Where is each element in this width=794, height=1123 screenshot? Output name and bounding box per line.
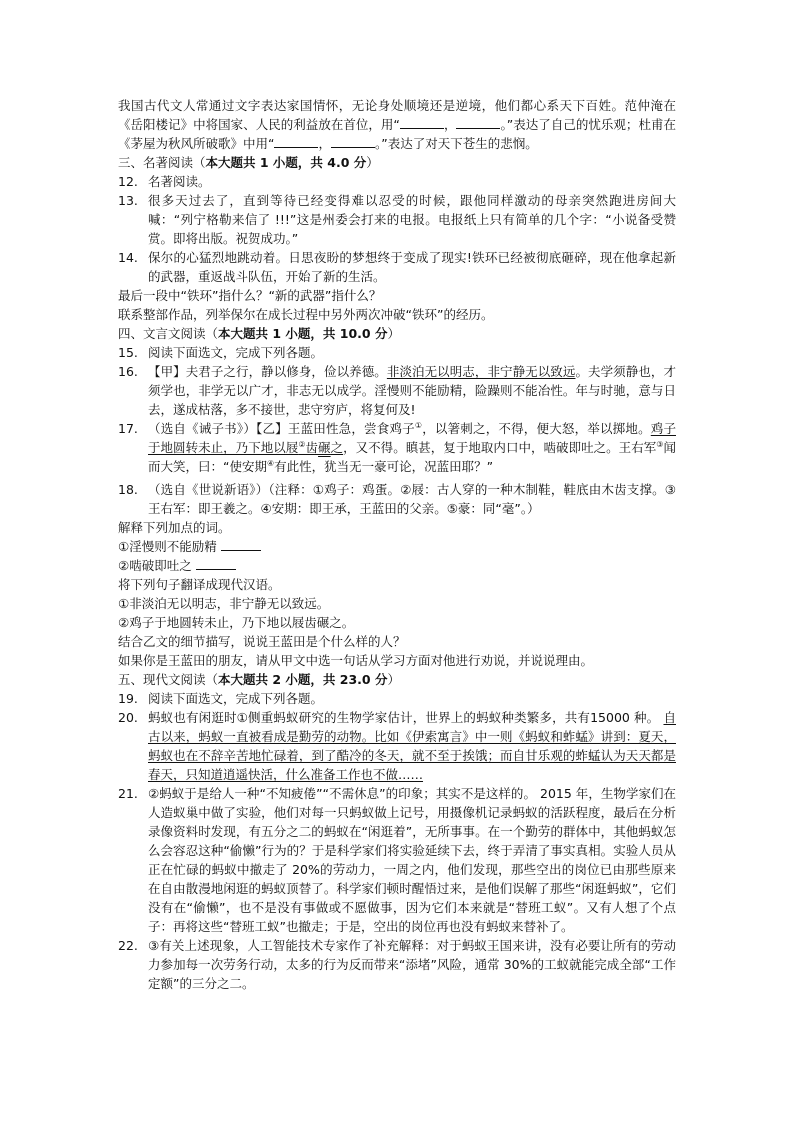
footnote-marker: ④ xyxy=(266,458,275,468)
question-number: 18. xyxy=(118,482,138,497)
intro-paragraph xyxy=(118,96,676,153)
underlined-sentence: 自古以来，蚂蚁一直被看成是勤劳的动物。比如《伊索寓言》中一则《蚂蚁和蚱蜢》讲到：夏天，蚂蚁也在不辞辛苦地忙碌着，到了酷冷的冬天，就不至于挨饿；而自甘乐观的蚱蜢认为天天都是春天，只知道逍遥快活，什么准备工作也不做…… xyxy=(148,710,676,782)
intro-text-3: 。”表达了自己的忧乐观；杜甫在《茅屋为秋风所破歌》中用“ xyxy=(118,117,676,151)
footnote-marker: ① xyxy=(414,420,423,430)
question-text: 【甲】夫君子之行，静以修身，俭以养德。非淡泊无以明志，非宁静无以致远。夫学须静也，才须学也，非学无以广才，非志无以成学。淫慢则不能励精，险躁则不能冶性。年与时驰，意与日去，遂成枯落，多不接世，悲守穷庐，将复何及! xyxy=(148,364,676,417)
footnote-marker: ③ xyxy=(656,439,664,449)
exam-page xyxy=(118,96,676,993)
sub-question: 如果你是王蓝田的朋友，请从甲文中选一句话从学习方面对他进行劝说，并说说理由。 xyxy=(118,653,594,668)
question-15 xyxy=(118,343,676,362)
question-text: 阅读下面选文，完成下列各题。 xyxy=(148,345,324,360)
question-16 xyxy=(118,362,676,419)
section-heading-4: 四、文言文阅读（本大题共 1 小题，共 10.0 分） xyxy=(118,326,400,341)
question-number: 12. xyxy=(118,174,138,189)
sub-question: 最后一段中“铁环”指什么？“新的武器”指什么？ xyxy=(118,288,382,303)
intro-text-4: ， xyxy=(318,136,331,151)
sub-question: 解释下列加点的词。 xyxy=(118,520,231,535)
question-number: 19. xyxy=(118,691,138,706)
question-number: 15. xyxy=(118,345,138,360)
word-item-2: ②啮破即吐之 xyxy=(118,556,676,575)
question-14 xyxy=(118,248,676,286)
underlined-sentence: 非淡泊无以明志，非宁静无以致远 xyxy=(386,364,576,379)
question-text: 很多天过去了，直到等待已经变得难以忍受的时候，跟他同样激动的母亲突然跑进房间大喊：“列宁格勒来信了 !!!”这是州委会打来的电报。电报纸上只有简单的几个字：“小说备受赞赏。即将出版。祝贺成功。” xyxy=(148,193,676,246)
intro-text-5: 。”表达了对天下苍生的悲悯。 xyxy=(375,136,538,151)
question-text: （选自《诫子书》）【乙】王蓝田性急，尝食鸡子①，以箸刺之，不得，便大怒，举以掷地。鸡子于地圆转未止，乃下地以屐②齿碾之，又不得。瞋甚，复于地取内口中，啮破即吐之。王右军③闻而大笑，曰：“使安期④有此性，犹当无一豪可论，况蓝田耶？” xyxy=(148,420,676,474)
question-20 xyxy=(118,708,676,784)
sub-question: 结合乙文的细节描写，说说王蓝田是个什么样的人？ xyxy=(118,634,406,649)
translate-item-2: ②鸡子于地圆转未止，乃下地以屐齿碾之。 xyxy=(118,615,355,630)
question-text: 保尔的心猛烈地跳动着。日思夜盼的梦想终于变成了现实!铁环已经被彻底砸碎，现在他拿起新的武器，重返战斗队伍，开始了新的生活。 xyxy=(148,250,676,284)
answer-blank[interactable] xyxy=(221,537,261,551)
question-21 xyxy=(118,784,676,936)
question-number: 17. xyxy=(118,421,138,436)
word-item-1: ①淫慢则不能励精 xyxy=(118,537,676,556)
question-18 xyxy=(118,480,676,518)
question-22 xyxy=(118,936,676,993)
question-text: （选自《世说新语》）（注释：①鸡子：鸡蛋。②屐：古人穿的一种木制鞋，鞋底由木齿支撑。③王右军：即王羲之。④安期：即王承，王蓝田的父亲。⑤豪：同“毫”。） xyxy=(148,482,676,516)
question-12 xyxy=(118,172,676,191)
answer-blank[interactable] xyxy=(331,134,375,148)
question-number: 14. xyxy=(118,250,138,265)
translate-item-1: ①非淡泊无以明志，非宁静无以致远。 xyxy=(118,596,330,611)
section-heading-5: 五、现代文阅读（本大题共 2 小题，共 23.0 分） xyxy=(118,672,400,687)
question-text: 名著阅读。 xyxy=(148,174,211,189)
question-17 xyxy=(118,419,676,476)
question-text: ②蚂蚁于是给人一种“不知疲倦”“不需休息”的印象；其实不是这样的。 2015 年，生物学家们在人造蚁巢中做了实验，他们对每一只蚂蚁做上记号，用摄像机记录蚂蚁的活跃程度，最后在分析录像资料时发现，有五分之二的蚂蚁在“闲逛着”，无所事事。在一个勤劳的群体中，其他蚂蚁怎么会容忍这种“偷懒”行为的？于是科学家们将实验延续下去，终于弄清了事实真相。实验人员从正在忙碌的蚂蚁中撤走了 20%的劳动力，一周之内，他们发现，那些空出的岗位已由那些原来在自由散漫地闲逛的蚂蚁顶替了。科学家们顿时醒悟过来，是他们误解了那些“闲逛蚂蚁”，它们没有在“偷懒”，也不是没有事做或不愿做事，因为它们本来就是“替班工蚁”。又有人想了个点子：再将这些“替班工蚁”也撤走；于是，空出的岗位再也没有蚂蚁来替补了。 xyxy=(148,786,676,934)
answer-blank[interactable] xyxy=(196,556,236,570)
question-number: 21. xyxy=(118,786,138,801)
intro-text-1: 我国古代文人常通过文字表达家国情怀，无论身处顺境还是逆境，他们都心系天下百姓。范仲淹在《岳阳楼记》中将国家、人民的利益放在首位，用“ xyxy=(118,98,676,132)
section-heading-3: 三、名著阅读（本大题共 1 小题，共 4.0 分） xyxy=(118,155,379,170)
answer-blank[interactable] xyxy=(456,115,500,129)
sub-question: 联系整部作品，列举保尔在成长过程中另外两次冲破“铁环”的经历。 xyxy=(118,307,494,322)
question-number: 16. xyxy=(118,364,138,379)
question-number: 22. xyxy=(118,938,138,953)
question-number: 20. xyxy=(118,710,138,725)
answer-blank[interactable] xyxy=(274,134,318,148)
question-number: 13. xyxy=(118,193,138,208)
sub-question: 将下列句子翻译成现代汉语。 xyxy=(118,577,281,592)
question-13 xyxy=(118,191,676,248)
question-text: ③有关上述现象，人工智能技术专家作了补充解释：对于蚂蚁王国来讲，没有必要让所有的劳动力参加每一次劳务行动，太多的行为反而带来“添堵”风险，通常 30%的工蚁就能完成全部“工作定额”的三分之二。 xyxy=(148,938,676,991)
underlined-sentence: 鸡子于地圆转未止，乃下地以屐②齿碾之 xyxy=(148,421,676,455)
question-text: 蚂蚁也有闲逛时①侧重蚂蚁研究的生物学家估计，世界上的蚂蚁种类繁多，共有15000 种。 自古以来，蚂蚁一直被看成是勤劳的动物。比如《伊索寓言》中一则《蚂蚁和蚱蜢》讲到：夏天，蚂蚁也在不辞辛苦地忙碌着，到了酷冷的冬天，就不至于挨饿；而自甘乐观的蚱蜢认为天天都是春天，只知道逍遥快活，什么准备工作也不做…… xyxy=(148,710,676,782)
question-text: 阅读下面选文，完成下列各题。 xyxy=(148,691,324,706)
intro-text-2: ， xyxy=(443,117,457,132)
answer-blank[interactable] xyxy=(400,115,444,129)
question-19 xyxy=(118,689,676,708)
